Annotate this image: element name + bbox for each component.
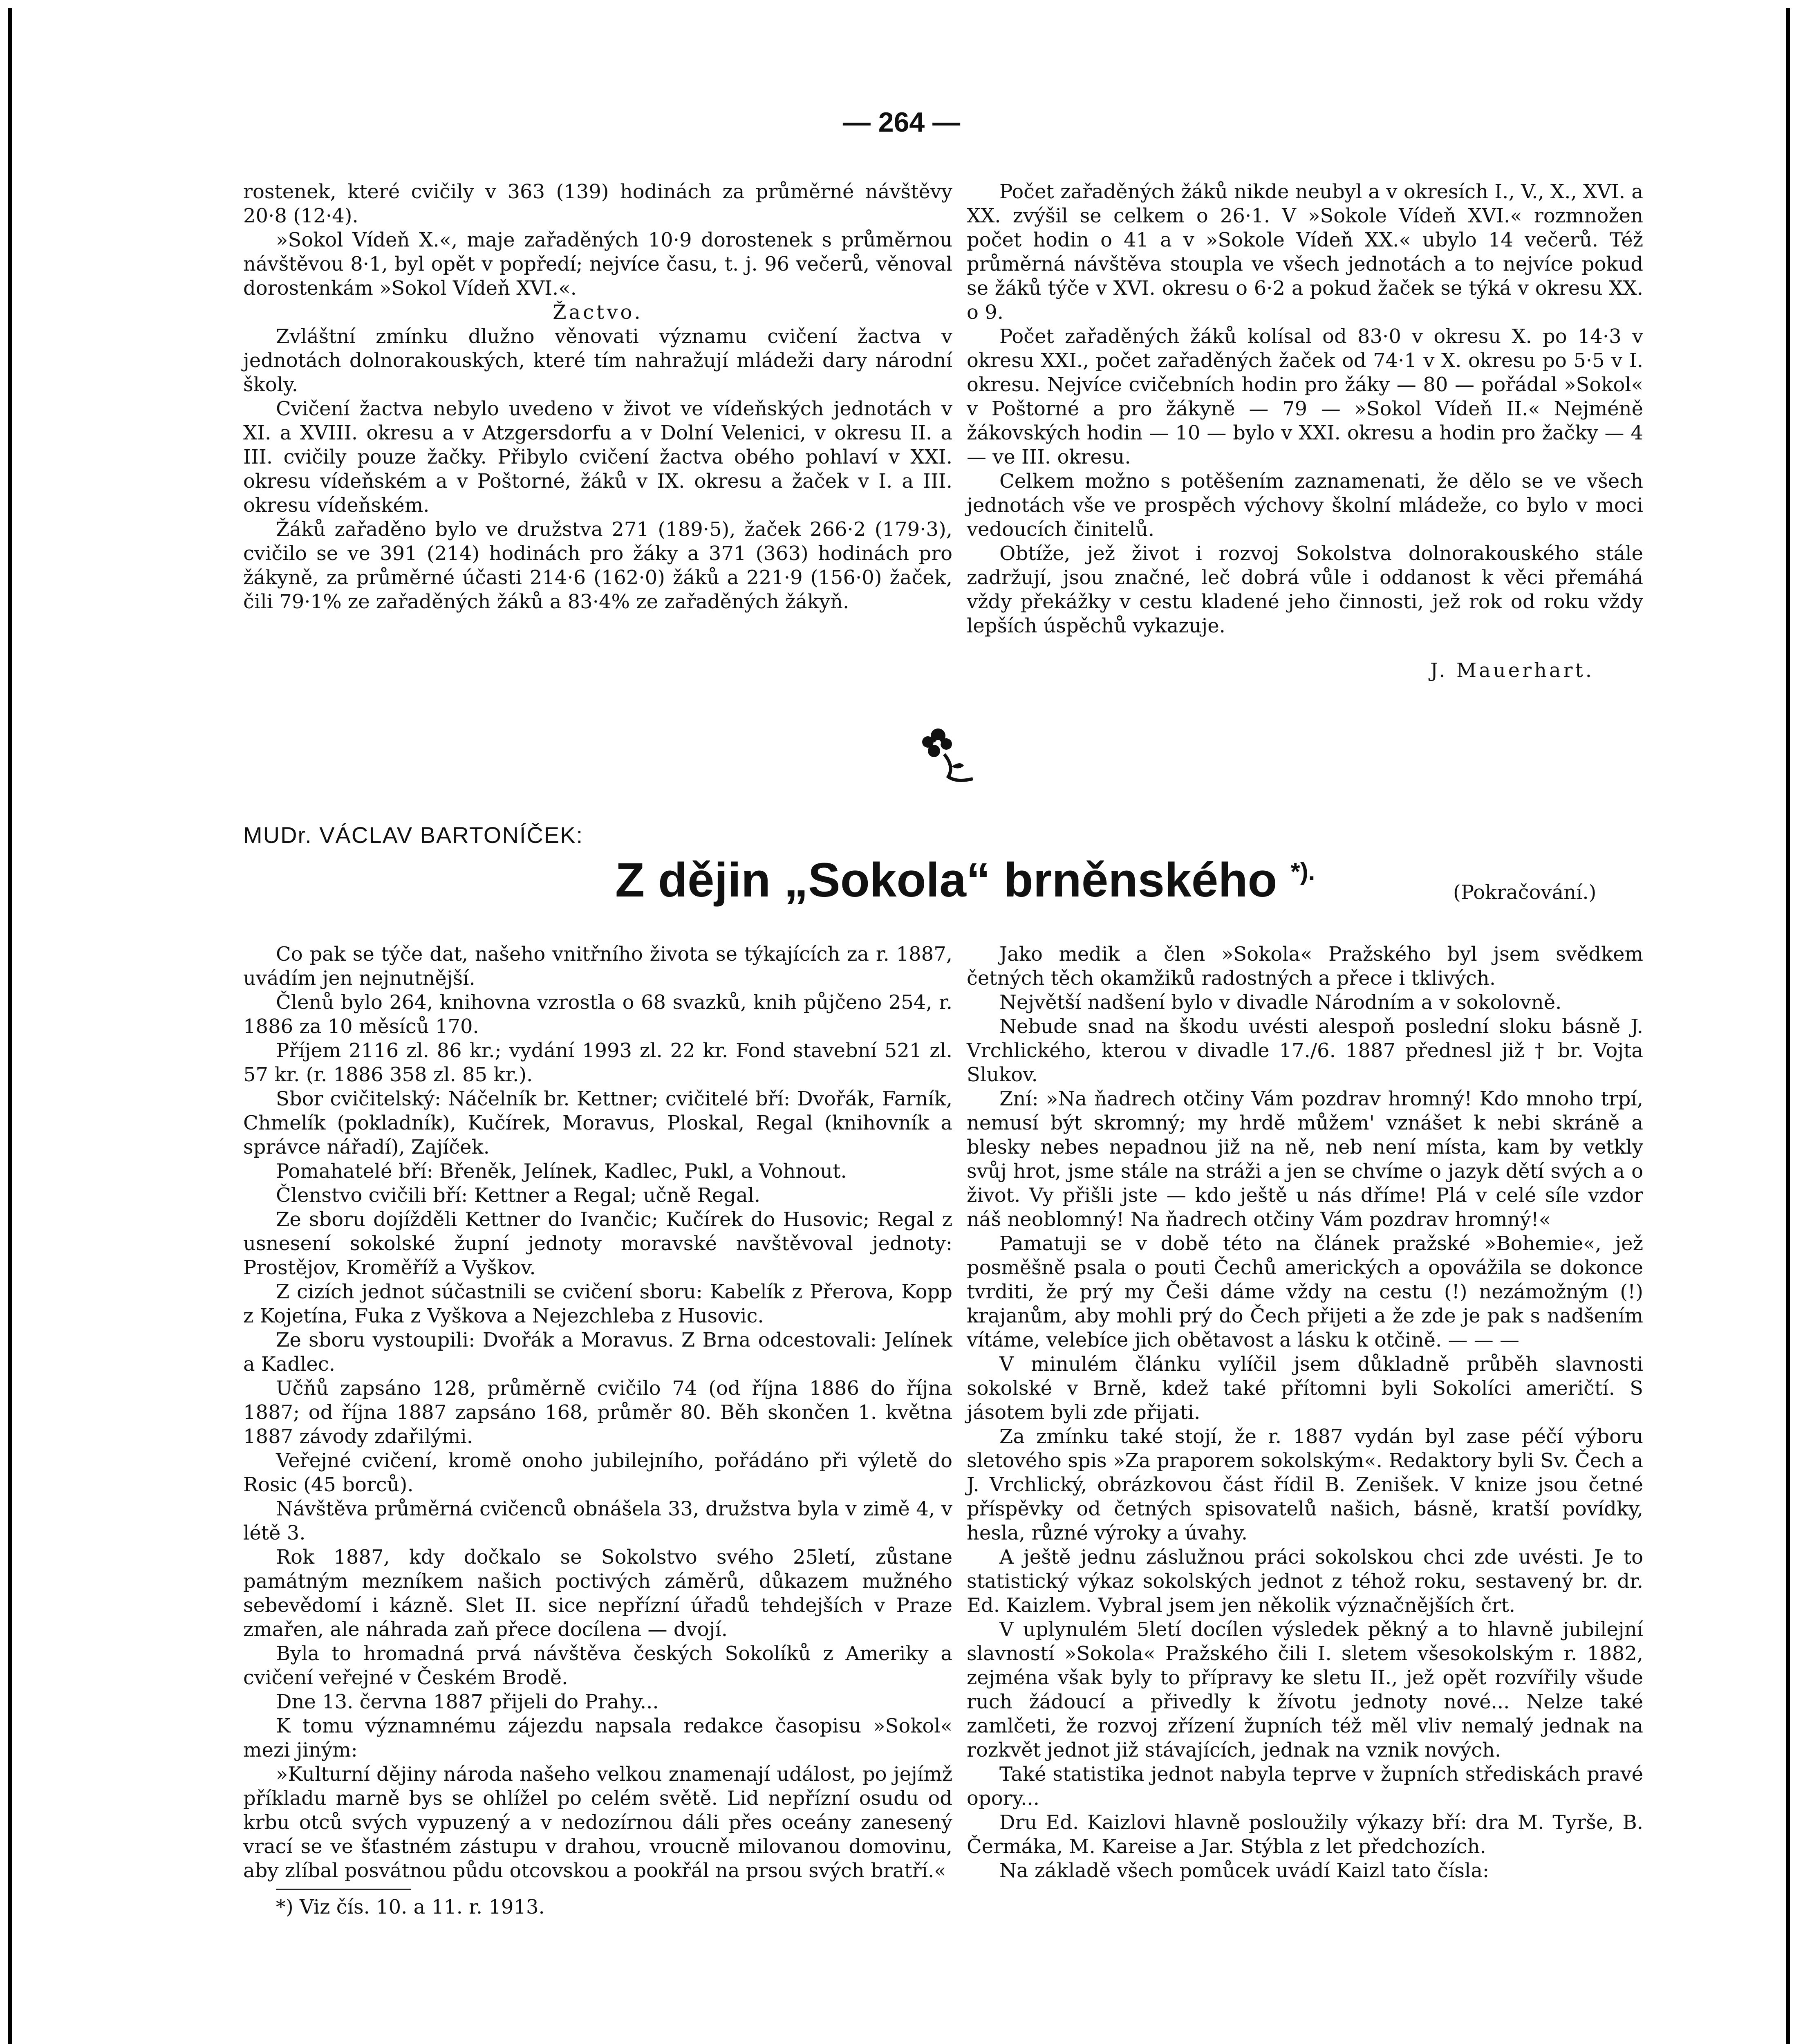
paragraph: Z cizích jednot súčastnili se cvičení sboru: Kabelík z Přerova, Kopp z Kojetína, Fuka z Vyškova a Nejezchleba z Husovic. [243, 1280, 952, 1327]
footnote-rule [276, 1889, 411, 1890]
flower-ornament-icon [916, 717, 977, 787]
paragraph: Zní: »Na ňadrech otčiny Vám pozdrav hromný! Kdo mnoho trpí, nemusí být skromný; my hrdě můžem' vznášet k nebi skráně a blesky nebes nepadnou již na ně, neb není místa, kam by vetkly svůj hrot, jsme stále na stráži a jen se chvíme o jazyk dětí svých a o život. Vy přišli jste — kdo ještě u nás dříme! Plá v celé síle vzdor náš neoblomný! Na ňadrech otčiny Vám pozdrav hromný!« [967, 1087, 1643, 1231]
section-heading: Žactvo. [553, 301, 643, 324]
paragraph: Byla to hromadná prvá návštěva českých Sokolíků z Ameriky a cvičení veřejné v Českém Brodě. [243, 1642, 952, 1689]
paragraph: »Kulturní dějiny národa našeho velkou znamenají událost, po jejímž příkladu marně bys se ohlížel po celém světě. Lid nepřízní osudu od krbu otců svých vypuzený a v nedozírnou dáli přes oceány zanesený vrací se ve šťastném zástupu v drahou, vroucně milovanou domovinu, aby zlíbal posvátnou půdu otcovskou a pookřál na prsou svých bratří.« [243, 1763, 952, 1882]
top-right-column [967, 180, 1643, 683]
article-author: MUDr. VÁCLAV BARTONÍČEK: [243, 822, 584, 848]
continuation-note: (Pokračování.) [1453, 881, 1597, 904]
paragraph: Ze sboru vystoupili: Dvořák a Moravus. Z Brna odcestovali: Jelínek a Kadlec. [243, 1329, 952, 1376]
paragraph: Pamatuji se v době této na článek pražské »Bohemie«, jež posměšně psala o pouti Čechů amerických a opovážila se dokonce tvrditi, že prý my Češi dáme vždy na cestu (!) nezámožným (!) krajanům, aby mohli prý do Čech přijeti a že zde je pak s nadšením vítáme, velebíce jich obětavost a lásku k otčině. — — — [967, 1232, 1643, 1351]
paragraph: Členstvo cvičili bří: Kettner a Regal; učně Regal. [276, 1184, 761, 1207]
paragraph: Pomahatelé bří: Břeněk, Jelínek, Kadlec, Pukl, a Vohnout. [276, 1160, 847, 1183]
paragraph: Ze sboru dojížděli Kettner do Ivančic; Kučírek do Husovic; Regal z usnesení sokolské župní jednoty moravské navštěvoval jednoty: Prostějov, Kroměříž a Vyškov. [243, 1208, 952, 1279]
paragraph: V minulém článku vylíčil jsem důkladně průběh slavnosti sokolské v Brně, kdež také přítomni byli Sokolíci američtí. S jásotem byli zde přijati. [967, 1353, 1643, 1424]
paragraph: Také statistika jednot nabyla teprve v župních střediskách pravé opory... [967, 1763, 1643, 1810]
footnote: *) Viz čís. 10. a 11. r. 1913. [276, 1896, 545, 1918]
paragraph: Za zmínku také stojí, že r. 1887 vydán byl zase péčí výboru sletového spis »Za praporem sokolským«. Redaktory byli Sv. Čech a J. Vrchlický, obrázkovou část řídil B. Zenišek. V knize jsou četné příspěvky od četných spisovatelů našich, básně, kratší povídky, hesla, různé výroky a úvahy. [967, 1425, 1643, 1544]
paragraph: »Sokol Vídeň X.«, maje zařaděných 10·9 dorostenek s průměrnou návštěvou 8·1, byl opět v popředí; nejvíce času, t. j. 96 večerů, věnoval dorostenkám »Sokol Vídeň XVI.«. [243, 229, 952, 300]
top-left-column [243, 180, 952, 614]
paragraph: Cvičení žactva nebylo uvedeno v život ve vídeňských jednotách v XI. a XVIII. okresu a v Atzgersdorfu a v Dolní Velenici, v okresu II. a III. cvičily pouze žačky. Přibylo cvičení žactva obého pohlaví v XXI. okresu vídeňském a v Poštorné, žáků v IX. okresu a žaček v I. a III. okresu vídeňském. [243, 397, 952, 517]
paragraph: Co pak se týče dat, našeho vnitřního života se týkajících za r. 1887, uvádím jen nejnutnější. [243, 943, 952, 990]
paragraph: V uplynulém 5letí docílen výsledek pěkný a to hlavně jubilejní slavností »Sokola« Pražského čili I. sletem všesokolským r. 1882, zejména však byly to přípravy ke sletu II., jež opět rozvířily všude ruch žádoucí a přivedly k žívotu jednoty nové... Nelze také zamlčeti, že rozvoj zřízení župních též měl vliv nemalý jednak na rozkvět jednot již stávajících, jednak na vznik nových. [967, 1618, 1643, 1762]
paragraph: Počet zařaděných žáků nikde neubyl a v okresích I., V., X., XVI. a XX. zvýšil se celkem o 26·1. V »Sokole Vídeň XVI.« rozmnožen počet hodin o 41 a v »Sokole Vídeň XX.« ubylo 14 večerů. Též průměrná návštěva stoupla ve všech jednotách a to nejvíce pokud se žáků týče v XVI. okresu o 6·2 a pokud žaček se týká v okresu XX. o 9. [967, 180, 1643, 324]
paragraph: Na základě všech pomůcek uvádí Kaizl tato čísla: [999, 1859, 1489, 1882]
paragraph: Dne 13. června 1887 přijeli do Prahy... [276, 1690, 659, 1713]
paragraph: Sbor cvičitelský: Náčelník br. Kettner; cvičitelé bří: Dvořák, Farník, Chmelík (pokladník), Kučírek, Moravus, Ploskal, Regal (knihovník a správce nářadí), Zajíček. [243, 1087, 952, 1159]
paragraph: Největší nadšení bylo v divadle Národním a v sokolovně. [999, 991, 1562, 1014]
paragraph: Zvláštní zmínku dlužno věnovati významu cvičení žactva v jednotách dolnorakouských, které tím nahražují mládeži dary národní školy. [243, 325, 952, 396]
paragraph: Návštěva průměrná cvičenců obnášela 33, družstva byla v zimě 4, v létě 3. [243, 1497, 952, 1544]
article-title-text: Z dějin „Sokola“ brněnského [615, 853, 1277, 907]
paragraph: Rok 1887, kdy dočkalo se Sokolstvo svého 25letí, zůstane památným mezníkem našich poctivých záměrů, důkazem mužného sebevědomí i kázně. Slet II. sice nepřízní úřadů tehdejších v Praze zmařen, ale náhrada zaň přece docílena — dvojí. [243, 1546, 952, 1641]
paragraph: Jako medik a člen »Sokola« Pražského byl jsem svědkem četných těch okamžiků radostných a přece i tklivých. [967, 943, 1643, 990]
paragraph: A ještě jednu záslužnou práci sokolskou chci zde uvésti. Je to statistický výkaz sokolských jednot z téhož roku, sestavený br. dr. Ed. Kaizlem. Vybral jsem jen několik význačnějších črt. [967, 1546, 1643, 1617]
paragraph: Obtíže, jež život i rozvoj Sokolstva dolnorakouského stále zadržují, jsou značné, leč dobrá vůle i oddanost k věci přemáhá vždy překážky v cestu kladené jeho činnosti, jež rok od roku vždy lepších úspěchů vykazuje. [967, 542, 1643, 637]
paragraph: rostenek, které cvičily v 363 (139) hodinách za průměrné návštěvy 20·8 (12·4). [243, 180, 952, 227]
paragraph: Žáků zařaděno bylo ve družstva 271 (189·5), žaček 266·2 (179·3), cvičilo se ve 391 (214) hodinách pro žáky a 371 (363) hodinách pro žákyně, za průměrné účasti 214·6 (162·0) žáků a 221·9 (156·0) žaček, čili 79·1% ze zařaděných žáků a 83·4% ze zařaděných žákyň. [243, 518, 952, 613]
paragraph: Dru Ed. Kaizlovi hlavně posloužily výkazy bří: dra M. Tyrše, B. Čermáka, M. Kareise a Jar. Stýbla z let předchozích. [967, 1811, 1643, 1858]
paragraph: Členů bylo 264, knihovna vzrostla o 68 svazků, knih půjčeno 254, r. 1886 za 10 měsíců 170. [243, 991, 952, 1038]
footnote-mark: *). [1290, 858, 1315, 885]
paragraph: Počet zařaděných žáků kolísal od 83·0 v okresu X. po 14·3 v okresu XXI., počet zařaděných žaček od 74·1 v X. okresu po 5·5 v I. okresu. Nejvíce cvičebních hodin pro žáky — 80 — pořádal »Sokol« v Poštorné a pro žákyně — 79 — »Sokol Vídeň II.« Nejméně žákovských hodin — 10 — bylo v XXI. okresu a hodin pro žačky — 4 — ve III. okresu. [967, 325, 1643, 468]
paragraph: Veřejné cvičení, kromě onoho jubilejního, pořádáno při výletě do Rosic (45 borců). [243, 1449, 952, 1496]
paragraph: Nebude snad na škodu uvésti alespoň poslední sloku básně J. Vrchlického, kterou v divadle 17./6. 1887 přednesl již † br. Vojta Slukov. [967, 1015, 1643, 1086]
page-number: — 264 — [842, 107, 961, 138]
paragraph: Učňů zapsáno 128, průměrně cvičilo 74 (od října 1886 do října 1887; od října 1887 zapsáno 168, průměr 80. Běh skončen 1. května 1887 závody zdařilými. [243, 1377, 952, 1448]
article-title [615, 852, 1315, 908]
paragraph: K tomu významnému zájezdu napsala redakce časopisu »Sokol« mezi jiným: [243, 1715, 952, 1762]
paragraph: Příjem 2116 zl. 86 kr.; vydání 1993 zl. 22 kr. Fond stavební 521 zl. 57 kr. (r. 1886 358 zl. 85 kr.). [243, 1039, 952, 1086]
article-right-column [967, 942, 1643, 1883]
article-left-column [243, 942, 952, 1919]
signature: J. Mauerhart. [1430, 659, 1594, 682]
paragraph: Celkem možno s potěšením zaznamenati, že dělo se ve všech jednotách vše ve prospěch výchovy školní mládeže, co bylo v moci vedoucích činitelů. [967, 470, 1643, 541]
